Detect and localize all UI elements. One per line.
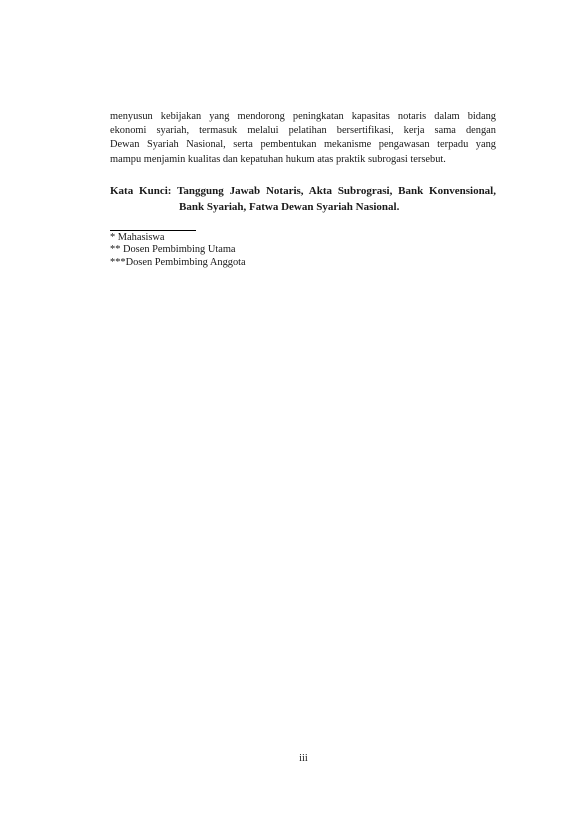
abstract-line: Dewan Syariah Nasional, serta pembentukan mekanisme pengawasan terpadu yang [110,139,496,151]
page-number: iii [299,753,308,764]
keywords-line: Kata Kunci: Tanggung Jawab Notaris, Akta Subrograsi, Bank Konvensional, [110,184,496,197]
page-content [110,110,496,270]
keywords-line-continued: Bank Syariah, Fatwa Dewan Syariah Nasional. [179,200,400,213]
abstract-paragraph [110,110,496,167]
abstract-line: menyusun kebijakan yang mendorong peningkatan kapasitas notaris dalam bidang [110,111,496,122]
abstract-line: ekonomi syariah, termasuk melalui pelatihan bersertifikasi, kerja sama dengan [110,125,496,137]
footnote-item: ***Dosen Pembimbing Anggota [110,257,246,268]
abstract-line: mampu menjamin kualitas dan kepatuhan hukum atas praktik subrogasi tersebut. [110,153,446,165]
footnote-item: * Mahasiswa [110,231,165,243]
keywords-block [110,183,496,215]
footnotes [110,232,496,270]
footnote-separator [110,230,196,231]
footnote-item: ** Dosen Pembimbing Utama [110,244,236,256]
